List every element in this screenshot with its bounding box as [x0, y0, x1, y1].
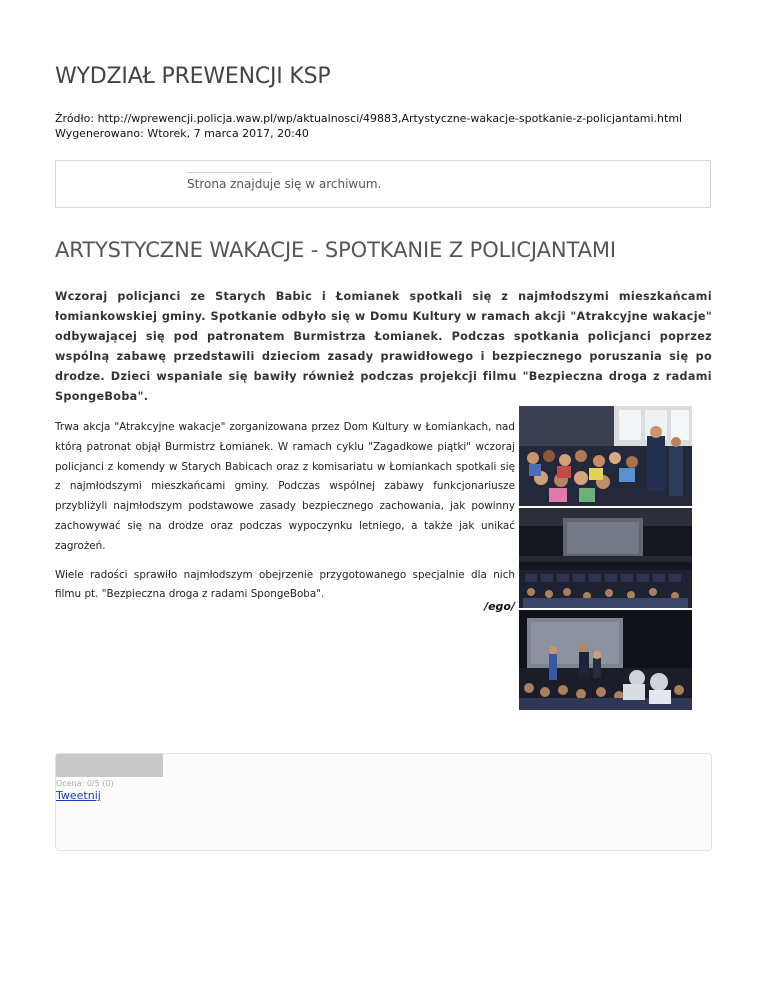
archive-notice: Strona znajduje się w archiwum. [187, 177, 382, 191]
tweet-link[interactable]: Tweetnij [56, 789, 101, 802]
article-title: ARTYSTYCZNE WAKACJE - SPOTKANIE Z POLICJANTAMI [55, 238, 617, 262]
article-paragraph: Trwa akcja "Atrakcyjne wakacje" zorganizowana przez Dom Kultury w Łomiankach, nad którą patronat objął Burmistrz Łomianek. W ramach cyklu "Zagadkowe piątki" wczoraj policjanci z komendy w Starych Babicach oraz z komisariatu w Łomiankach spotkali się z najmłodszymi mieszkańcami gminy. Podczas wspólnej zabawy funkcjonariusze przybliżyli najmłodszym podstawowe zasady bezpiecznego zachowania, jak powinny zachowywać się na drodze oraz podczas wypoczynku letniego, a także jak unikać zagrożeń. [55, 421, 515, 552]
document-meta [55, 111, 682, 141]
rating-score: Ocena: 0/5 (0) [56, 779, 114, 788]
article-paragraph: Wiele radości sprawiło najmłodszym obejrzenie przygotowanego specjalnie dla nich filmu pt. "Bezpieczna droga z radami SpongeBoba". [55, 568, 515, 601]
site-title: WYDZIAŁ PREWENCJI KSP [55, 64, 331, 89]
source-url: Źródło: http://wprewencji.policja.waw.pl/wp/aktualnosci/49883,Artystyczne-wakacje-spotkanie-z-policjantami.html [55, 112, 683, 125]
archive-notice-box [55, 160, 711, 208]
generated-date: Wygenerowano: Wtorek, 7 marca 2017, 20:40 [55, 127, 309, 140]
rating-panel [55, 753, 712, 851]
author-signature: /ego/ [484, 600, 515, 613]
photo-audience-children[interactable] [519, 406, 692, 506]
rating-stars-bar[interactable] [56, 754, 163, 777]
article-lead: Wczoraj policjanci ze Starych Babic i Łomianek spotkali się z najmłodszymi mieszkańcami łomiankowskiej gminy. Spotkanie odbyło się w Domu Kultury w ramach akcji "Atrakcyjne wakacje" odbywającej się pod patronatem Burmistrza Łomianek. Podczas spotkania policjanci poprzez wspólną zabawę przedstawili dzieciom zasady prawidłowego i bezpiecznego poruszania się po drodze. Dzieci wspaniale się bawiły również podczas projekcji filmu "Bezpieczna droga z radami SpongeBoba". [55, 290, 712, 403]
article-body [55, 418, 515, 614]
archive-divider [187, 172, 271, 173]
photo-cinema-hall[interactable] [519, 508, 692, 608]
photo-presenters[interactable] [519, 610, 692, 710]
